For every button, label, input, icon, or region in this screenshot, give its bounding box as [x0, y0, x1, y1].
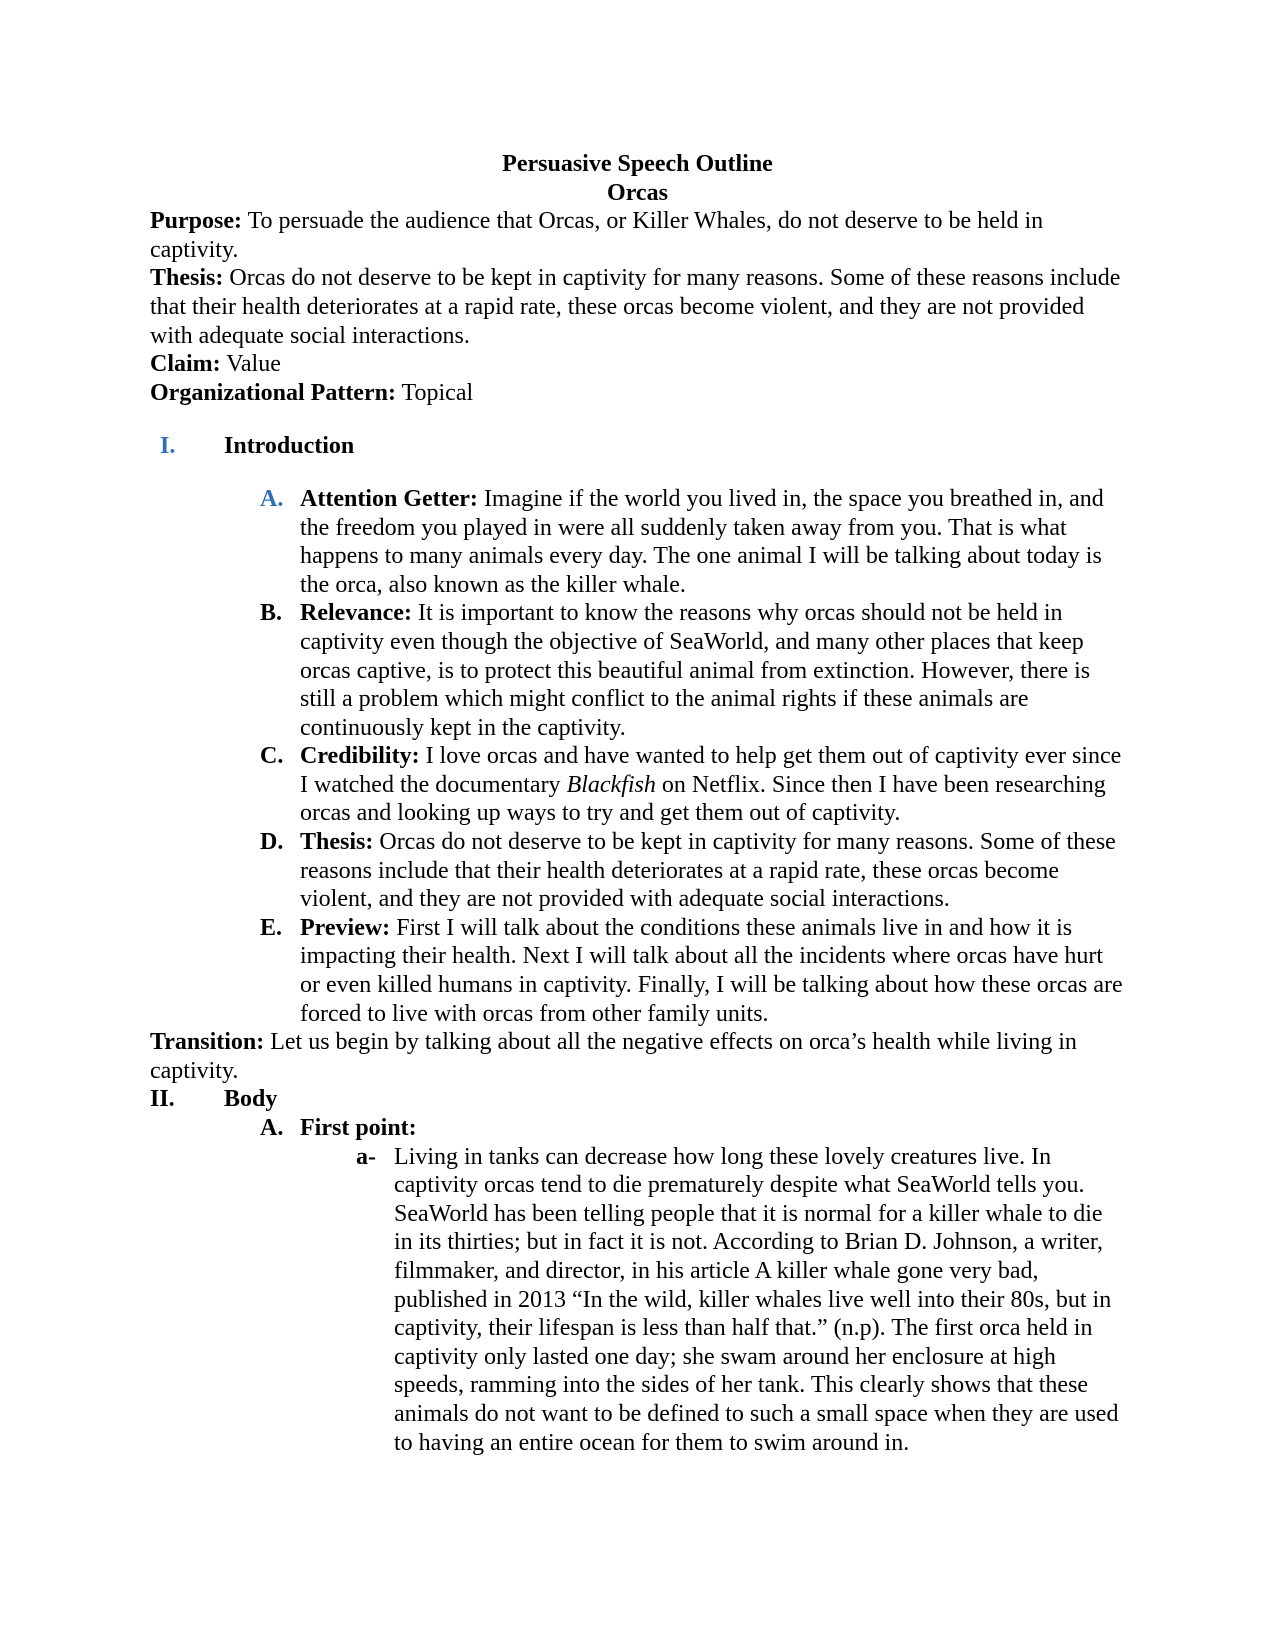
item-label: Attention Getter:: [300, 485, 478, 512]
claim-label: Claim:: [150, 351, 221, 378]
item-text: First I will talk about the conditions these animals live in and how it is impacting their health. Next I will talk about all the incidents where orcas have hurt or even killed humans in captivity. Finally, I will be talking about how these orcas are forced to live with orcas from other family units.: [300, 914, 1123, 1027]
item-marker: C.: [260, 743, 284, 770]
item-text: It is important to know the reasons why orcas should not be held in captivity even though the objective of SeaWorld, and many other places that keep orcas captive, is to protect this beautiful animal from extinction. However, there is still a problem which might conflict to the animal rights if these animals are continuously kept in the captivity.: [300, 600, 1091, 741]
outline-item-attention-getter: [150, 485, 1125, 599]
section-marker: II.: [150, 1086, 175, 1113]
pattern-text: Topical: [395, 379, 474, 406]
item-marker: A.: [260, 485, 284, 512]
document-body: [150, 150, 1125, 1457]
pattern-label: Organizational Pattern:: [150, 379, 396, 406]
item-label: First point:: [300, 1115, 417, 1141]
outline-subitem: [150, 1143, 1125, 1458]
section-heading: Body: [224, 1086, 278, 1113]
purpose-text: To persuade the audience that Orcas, or Killer Whales, do not deserve to be held in captivity.: [150, 208, 1044, 263]
outline-item-thesis: [150, 828, 1125, 914]
document-title: Persuasive Speech Outline: [502, 151, 773, 177]
item-marker: E.: [260, 914, 283, 941]
item-label: Preview:: [300, 914, 391, 941]
subitem-text: Living in tanks can decrease how long these lovely creatures live. In captivity orcas tend to die prematurely despite what SeaWorld tells you. SeaWorld has been telling people that it is normal for a killer whale to die in its thirties; but in fact it is not. According to Brian D. Johnson, a writer, filmmaker, and director, in his article A killer whale gone very bad, published in 2013 “In the wild, killer whales live well into their 80s, but in captivity, their lifespan is less than half that.” (n.p). The first orca held in captivity only lasted one day; she swam around her enclosure at high speeds, ramming into the sides of her tank. This clearly shows that these animals do not want to be defined to such a small space when they are used to having an entire ocean for them to swim around in.: [394, 1143, 1119, 1456]
section-body: [150, 1085, 1125, 1114]
document-subtitle: Orcas: [607, 179, 668, 206]
transition-label: Transition:: [150, 1029, 265, 1056]
thesis-paragraph: [150, 264, 1125, 350]
transition-paragraph: [150, 1028, 1125, 1085]
section-heading: Introduction: [224, 433, 355, 460]
section-marker: I.: [160, 433, 176, 460]
item-marker: D.: [260, 829, 284, 856]
item-label: Relevance:: [300, 600, 412, 627]
purpose-label: Purpose:: [150, 208, 242, 235]
item-label: Credibility:: [300, 743, 420, 770]
transition-text: Let us begin by talking about all the negative effects on orca’s health while living in captivity.: [150, 1029, 1077, 1084]
outline-item-preview: [150, 914, 1125, 1028]
pattern-paragraph: [150, 379, 1125, 408]
item-marker: B.: [260, 600, 283, 627]
outline-item-credibility: [150, 742, 1125, 828]
claim-paragraph: [150, 350, 1125, 379]
item-text: Imagine if the world you lived in, the space you breathed in, and the freedom you played in were all suddenly taken away from you. That is what happens to many animals every day. The one animal I will be talking about today is the orca, also known as the killer whale.: [300, 485, 1104, 598]
thesis-label: Thesis:: [150, 265, 224, 292]
claim-text: Value: [220, 351, 281, 378]
outline-item-relevance: [150, 599, 1125, 742]
item-text-continued: on Netflix. Since then I have been researching orcas and looking up ways to try and get them out of captivity.: [300, 771, 1106, 827]
item-label: Thesis:: [300, 829, 374, 856]
documentary-title: Blackfish: [566, 771, 656, 798]
thesis-text: Orcas do not deserve to be kept in captivity for many reasons. Some of these reasons include that their health deteriorates at a rapid rate, these orcas become violent, and they are not provided with adequate social interactions.: [150, 265, 1121, 349]
item-text: Orcas do not deserve to be kept in captivity for many reasons. Some of these reasons include that their health deteriorates at a rapid rate, these orcas become violent, and they are not provided with adequate social interactions.: [300, 829, 1116, 913]
section-introduction: [150, 432, 1125, 461]
subitem-marker: a-: [356, 1143, 376, 1170]
outline-item-first-point: [150, 1114, 1125, 1143]
item-marker: A.: [260, 1115, 284, 1141]
purpose-paragraph: [150, 207, 1125, 264]
item-text: I love orcas and have wanted to help get them out of captivity ever since I watched the documentary: [300, 743, 1122, 798]
